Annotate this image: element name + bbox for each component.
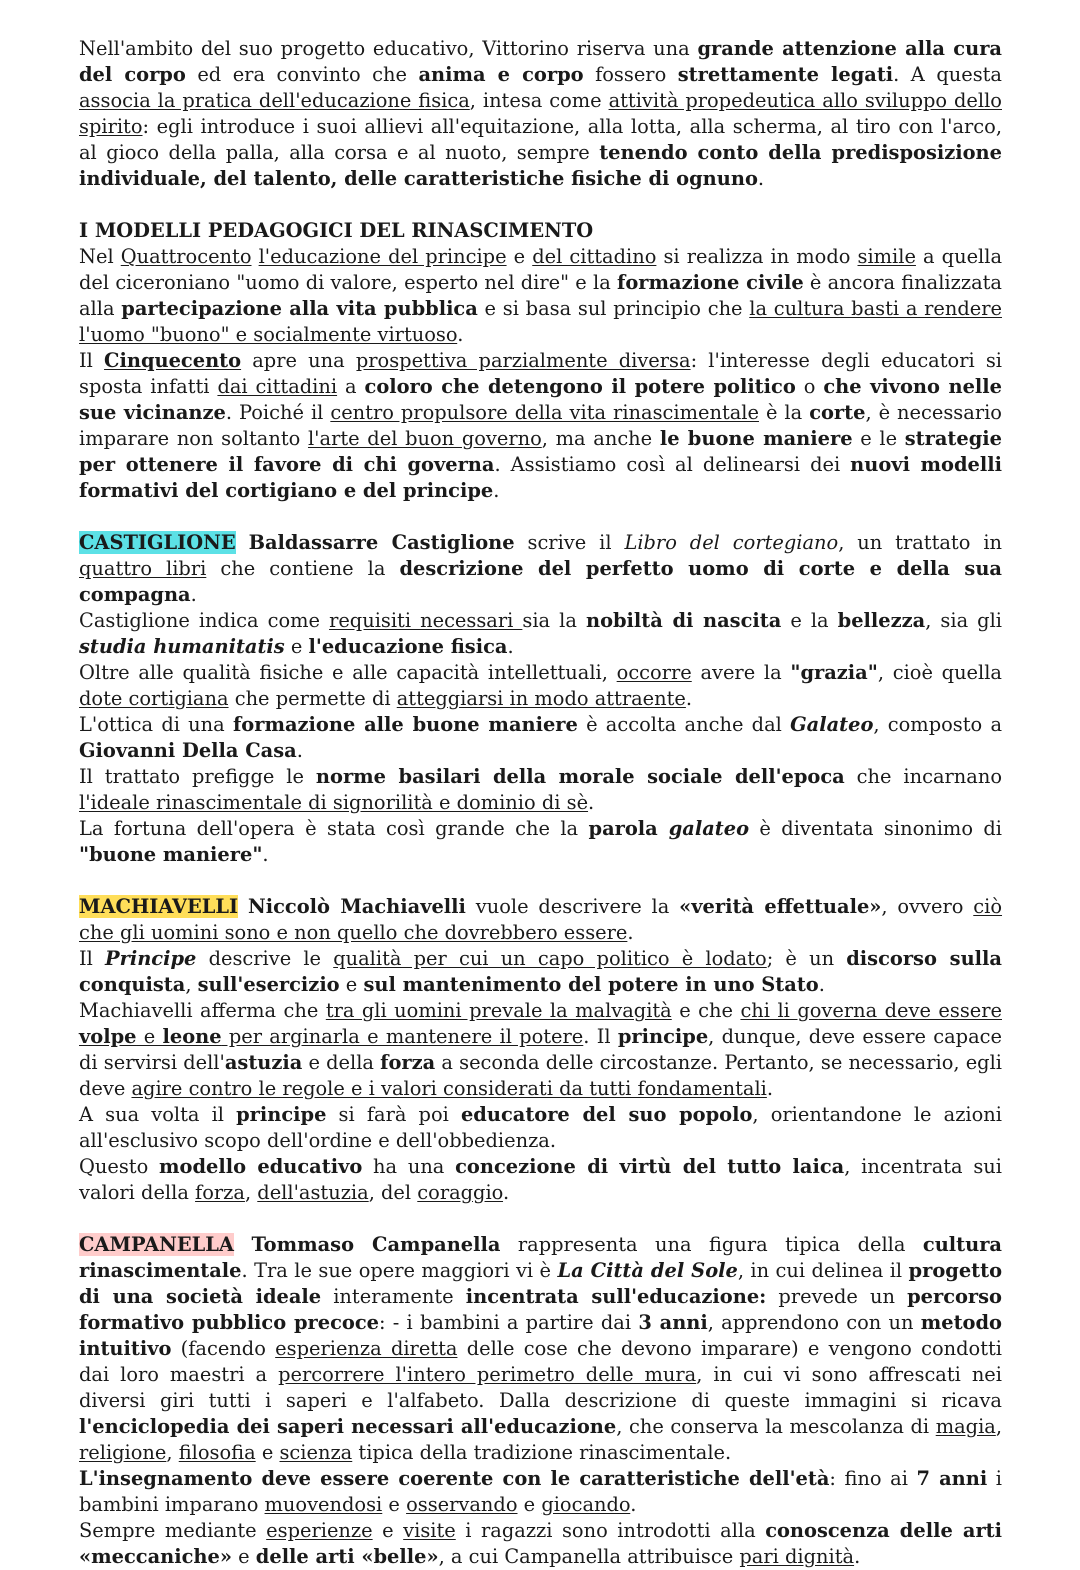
text-run: (facendo: [171, 1337, 276, 1360]
text-run: percorrere l'intero perimetro delle mura: [278, 1363, 697, 1386]
text-run: che contiene la: [206, 557, 400, 580]
text-run: L'ottica di una: [79, 713, 233, 736]
text-run: norme basilari della morale sociale dell'epoca: [315, 765, 845, 788]
paragraph-castiglione-requisiti: [79, 608, 1002, 660]
text-run: requisiti necessari: [329, 609, 523, 632]
text-run: sul mantenimento del potere in uno Stato: [363, 973, 819, 996]
text-run: , orientandone le azioni all'esclusivo scopo dell'ordine e dell'obbedienza.: [79, 1103, 1002, 1152]
text-run: giocando: [541, 1493, 631, 1516]
text-run: coraggio: [417, 1181, 504, 1204]
text-run: Quattrocento: [120, 245, 252, 268]
paragraph-cinquecento: [79, 348, 1002, 504]
text-run: formazione civile: [617, 271, 804, 294]
text-run: ha una: [362, 1155, 456, 1178]
text-run: , apprendono con un: [707, 1311, 921, 1334]
text-run: centro propulsore della vita rinascimentale: [330, 401, 759, 424]
text-run: l'enciclopedia dei saperi necessari all'educazione: [79, 1415, 617, 1438]
text-run: esperienze: [266, 1519, 373, 1542]
text-run: e la: [781, 609, 838, 632]
text-run: forza: [380, 1051, 436, 1074]
text-run: osservando: [406, 1493, 518, 1516]
text-run: concezione di virtù del tutto laica: [455, 1155, 845, 1178]
text-run: interamente: [321, 1285, 466, 1308]
text-run: e: [382, 1493, 407, 1516]
paragraph-machiavelli-intro: [79, 894, 1002, 946]
text-run: l'educazione del principe: [258, 245, 507, 268]
text-run: 3 anni: [638, 1311, 708, 1334]
text-run: , del: [368, 1181, 418, 1204]
text-run: esperienza diretta: [275, 1337, 458, 1360]
paragraph-principe: [79, 946, 1002, 998]
text-run: i bambini imparano: [79, 1467, 1002, 1516]
text-run: muovendosi: [264, 1493, 383, 1516]
text-run: [234, 1233, 251, 1256]
text-run: Machiavelli afferma che: [79, 999, 326, 1022]
text-run: modello educativo: [159, 1155, 363, 1178]
document-page: [79, 36, 1002, 1570]
text-run: scienza: [279, 1441, 353, 1464]
paragraph-volpe-leone: [79, 998, 1002, 1102]
text-run: principe: [617, 1025, 709, 1048]
text-run: .: [493, 479, 500, 502]
text-run: religione: [79, 1441, 167, 1464]
text-run: agire contro le regole e i valori considerati da tutti fondamentali: [131, 1077, 767, 1100]
text-run: partecipazione alla vita pubblica: [121, 297, 478, 320]
text-run: [238, 895, 248, 918]
text-run: che permette di: [228, 687, 397, 710]
text-run: ed era convinto che: [185, 63, 419, 86]
text-run: studia humanitatis: [79, 635, 285, 658]
text-run: a: [337, 375, 365, 398]
text-run: .: [630, 1493, 637, 1516]
text-run: incentrata sull'educazione:: [465, 1285, 767, 1308]
text-run: delle cose che devono imparare) e vengono condotti dai loro maestri a: [79, 1337, 1002, 1386]
text-run: volpe: [79, 1025, 137, 1048]
heading-text: I MODELLI PEDAGOGICI DEL RINASCIMENTO: [79, 219, 594, 242]
text-run: ,: [995, 1415, 1002, 1438]
text-run: . Tra le sue opere maggiori vi è: [241, 1259, 558, 1282]
text-run: , che conserva la mescolanza di: [616, 1415, 936, 1438]
text-run: Nell'ambito del suo progetto educativo, Vittorino riserva una: [79, 37, 698, 60]
paragraph-principe-educatore: [79, 1102, 1002, 1154]
text-run: . Il: [583, 1025, 618, 1048]
section-keyword-label: MACHIAVELLI: [79, 895, 239, 918]
text-run: nobiltà di nascita: [585, 609, 782, 632]
text-run: e: [339, 973, 364, 996]
text-run: , a cui Campanella attribuisce: [438, 1545, 740, 1568]
text-run: Il: [79, 947, 106, 970]
text-run: tenendo conto della predisposizione individuale, del talento, delle caratteristiche fisiche di ognuno: [79, 141, 1002, 190]
section-keyword-label: CAMPANELLA: [79, 1233, 234, 1256]
paragraph-intro: [79, 36, 1002, 192]
text-run: .: [627, 921, 634, 944]
text-run: «verità effettuale»: [679, 895, 882, 918]
text-run: . Poiché il: [225, 401, 331, 424]
text-run: visite: [403, 1519, 456, 1542]
text-run: , ovvero: [881, 895, 974, 918]
section-keyword-label: CASTIGLIONE: [79, 531, 236, 554]
text-run: magia: [935, 1415, 996, 1438]
text-run: che vivono nelle sue vicinanze: [79, 375, 1002, 424]
text-run: descrizione del perfetto uomo di corte e della sua compagna: [79, 557, 1002, 606]
text-run: delle arti «belle»: [255, 1545, 439, 1568]
text-run: strettamente legati: [677, 63, 894, 86]
text-run: per arginarla e mantenere il potere: [221, 1025, 584, 1048]
text-run: : egli introduce i suoi allievi all'equitazione, alla lotta, alla scherma, al tiro con l'arco, al gioco della palla, alla corsa e al nuoto, sempre: [79, 115, 1002, 164]
text-run: e: [506, 245, 533, 268]
text-run: strategie per ottenere il favore di chi governa: [79, 427, 1002, 476]
text-run: galateo: [668, 817, 750, 840]
text-run: a quella del ciceroniano "uomo di valore, esperto nel dire" e la: [79, 245, 1003, 294]
text-run: educatore del suo popolo: [460, 1103, 753, 1126]
text-run: . Assistiamo così al delinearsi dei: [494, 453, 851, 476]
text-run: prevede un: [766, 1285, 908, 1308]
text-run: Libro del cortegiano: [624, 531, 839, 554]
text-run: forza: [195, 1181, 245, 1204]
text-run: Baldassarre Castiglione: [248, 531, 515, 554]
text-run: Questo: [79, 1155, 160, 1178]
text-run: ; è un: [766, 947, 847, 970]
text-run: e della: [302, 1051, 381, 1074]
text-run: ,: [166, 1441, 179, 1464]
text-run: chi li governa deve essere: [740, 999, 1002, 1022]
text-run: prospettiva parzialmente diversa: [355, 349, 691, 372]
text-run: ,: [185, 973, 198, 996]
text-run: parola: [588, 817, 669, 840]
paragraph-galateo-fortuna: [79, 816, 1002, 868]
text-run: Nel: [79, 245, 121, 268]
text-run: e: [255, 1441, 280, 1464]
text-run: , in cui vi sono affrescati nei diversi giri tutti i saperi e l'alfabeto. Dalla descrizione di queste immagini si ricava: [79, 1363, 1002, 1412]
text-run: , intesa come: [469, 89, 609, 112]
text-run: Giovanni Della Casa: [79, 739, 297, 762]
paragraph-modello-laico: [79, 1154, 1002, 1206]
text-run: , ma anche: [541, 427, 660, 450]
text-run: l'arte del buon governo: [307, 427, 542, 450]
text-run: Cinquecento: [104, 349, 242, 372]
text-run: filosofia: [178, 1441, 256, 1464]
text-run: .: [854, 1545, 861, 1568]
text-run: o: [795, 375, 824, 398]
text-run: Tommaso Campanella: [251, 1233, 501, 1256]
text-run: discorso sulla conquista: [79, 947, 1002, 996]
text-run: .: [588, 791, 595, 814]
paragraph-castiglione-grazia: [79, 660, 1002, 712]
text-run: , in cui delinea il: [737, 1259, 909, 1282]
text-run: "grazia": [790, 661, 878, 684]
paragraph-galateo: [79, 712, 1002, 764]
text-run: fossero: [583, 63, 678, 86]
text-run: dell'astuzia: [257, 1181, 369, 1204]
text-run: è la: [758, 401, 810, 424]
text-run: Niccolò Machiavelli: [247, 895, 466, 918]
text-run: ciò che gli uomini sono e non quello che dovrebbero essere: [79, 895, 1003, 944]
text-run: : - i bambini a partire dai: [378, 1311, 639, 1334]
text-run: l'educazione fisica: [308, 635, 508, 658]
text-run: e: [136, 1025, 163, 1048]
text-run: e le: [852, 427, 905, 450]
text-run: leone: [162, 1025, 222, 1048]
text-run: , dunque, deve essere capace di servirsi dell': [79, 1025, 1002, 1074]
text-run: tipica della tradizione rinascimentale.: [352, 1441, 732, 1464]
text-run: dote cortigiana: [79, 687, 229, 710]
section-heading: [79, 218, 1002, 244]
text-run: corte: [809, 401, 866, 424]
text-run: e che: [671, 999, 741, 1022]
text-run: metodo intuitivo: [79, 1311, 1002, 1360]
paragraph-galateo-norme: [79, 764, 1002, 816]
text-run: .: [757, 167, 765, 190]
text-run: "buone maniere": [79, 843, 263, 866]
text-run: , cioè quella: [877, 661, 1002, 684]
text-run: Oltre alle qualità fisiche e alle capacità intellettuali,: [79, 661, 617, 684]
text-run: qualità per cui un capo politico è lodato: [333, 947, 767, 970]
text-run: a seconda delle circostanze. Pertanto, se necessario, egli deve: [79, 1051, 1002, 1100]
text-run: cultura rinascimentale: [79, 1233, 1002, 1282]
text-run: formazione alle buone maniere: [232, 713, 578, 736]
text-run: le buone maniere: [659, 427, 853, 450]
text-run: . A questa: [893, 63, 1002, 86]
paragraph-campanella-arti: [79, 1518, 1002, 1570]
text-run: , sia gli: [925, 609, 1003, 632]
text-run: anima e corpo: [418, 63, 584, 86]
text-run: sull'esercizio: [197, 973, 340, 996]
text-run: 7 anni: [916, 1467, 988, 1490]
text-run: associa la pratica dell'educazione fisica: [79, 89, 470, 112]
text-run: L'insegnamento deve essere coerente con le caratteristiche dell'età: [79, 1467, 830, 1490]
text-run: i ragazzi sono introdotti alla: [455, 1519, 766, 1542]
text-run: .: [507, 635, 514, 658]
text-run: si farà poi: [326, 1103, 461, 1126]
text-run: principe: [236, 1103, 327, 1126]
text-run: rappresenta una figura tipica della: [500, 1233, 923, 1256]
text-run: conoscenza delle arti «meccaniche»: [79, 1519, 1002, 1568]
text-run: [252, 245, 259, 268]
text-run: occorre: [616, 661, 692, 684]
text-run: : fino ai: [829, 1467, 917, 1490]
text-run: del cittadino: [532, 245, 657, 268]
text-run: .: [262, 843, 269, 866]
text-run: La Città del Sole: [557, 1259, 738, 1282]
text-run: nuovi modelli formativi del cortigiano e del principe: [79, 453, 1002, 502]
text-run: La fortuna dell'opera è stata così grande che la: [79, 817, 589, 840]
text-run: coloro che detengono il potere politico: [364, 375, 796, 398]
text-run: progetto di una società ideale: [79, 1259, 1002, 1308]
paragraph-castiglione-intro: [79, 530, 1002, 608]
text-run: grande attenzione alla cura del corpo: [79, 37, 1002, 86]
text-run: .: [296, 739, 303, 762]
text-run: Il trattato prefigge le: [79, 765, 316, 788]
text-run: è diventata sinonimo di: [749, 817, 1003, 840]
text-run: .: [503, 1181, 510, 1204]
text-run: attività propedeutica allo sviluppo dello spirito: [79, 89, 1002, 138]
text-run: .: [766, 1077, 774, 1100]
text-run: atteggiarsi in modo attraente: [396, 687, 686, 710]
text-run: apre una: [241, 349, 356, 372]
text-run: descrive le: [196, 947, 334, 970]
text-run: che incarnano: [844, 765, 1003, 788]
text-run: .: [685, 687, 693, 710]
text-run: .: [190, 583, 197, 606]
text-run: e: [372, 1519, 404, 1542]
text-run: e si basa sul principio che: [477, 297, 750, 320]
paragraph-campanella-intro: [79, 1232, 1002, 1466]
text-run: Principe: [105, 947, 197, 970]
text-run: e: [517, 1493, 542, 1516]
paragraph-quattrocento: [79, 244, 1002, 348]
text-run: , è necessario imparare non soltanto: [79, 401, 1002, 450]
text-run: è ancora finalizzata alla: [79, 271, 1002, 320]
text-run: Sempre mediante: [79, 1519, 267, 1542]
text-run: sia la: [522, 609, 586, 632]
text-run: A sua volta il: [79, 1103, 237, 1126]
text-run: avere la: [691, 661, 791, 684]
text-run: , un trattato in: [838, 531, 1003, 554]
text-run: .: [457, 323, 464, 346]
text-run: l'ideale rinascimentale di signorilità e dominio di sè: [79, 791, 589, 814]
text-run: e: [284, 635, 309, 658]
text-run: pari dignità: [739, 1545, 855, 1568]
text-run: .: [818, 973, 825, 996]
text-run: vuole descrivere la: [465, 895, 680, 918]
text-run: bellezza: [837, 609, 926, 632]
text-run: astuzia: [224, 1051, 303, 1074]
text-run: : l'interesse degli educatori si sposta infatti: [79, 349, 1003, 398]
text-run: si realizza in modo: [656, 245, 858, 268]
text-run: quattro libri: [79, 557, 207, 580]
text-run: Castiglione indica come: [79, 609, 330, 632]
text-run: Galateo: [790, 713, 874, 736]
text-run: simile: [857, 245, 916, 268]
text-run: la cultura basti a rendere l'uomo "buono" e socialmente virtuoso: [79, 297, 1002, 346]
text-run: Il: [79, 349, 105, 372]
text-run: [236, 531, 249, 554]
text-run: , composto a: [873, 713, 1003, 736]
text-run: e: [231, 1545, 256, 1568]
text-run: è accolta anche dal: [577, 713, 791, 736]
text-run: percorso formativo pubblico precoce: [79, 1285, 1002, 1334]
paragraph-campanella-eta: [79, 1466, 1002, 1518]
text-run: ,: [244, 1181, 258, 1204]
text-run: tra gli uomini prevale la malvagità: [325, 999, 672, 1022]
text-run: , incentrata sui valori della: [79, 1155, 1002, 1204]
text-run: dai cittadini: [217, 375, 338, 398]
text-run: scrive il: [514, 531, 625, 554]
